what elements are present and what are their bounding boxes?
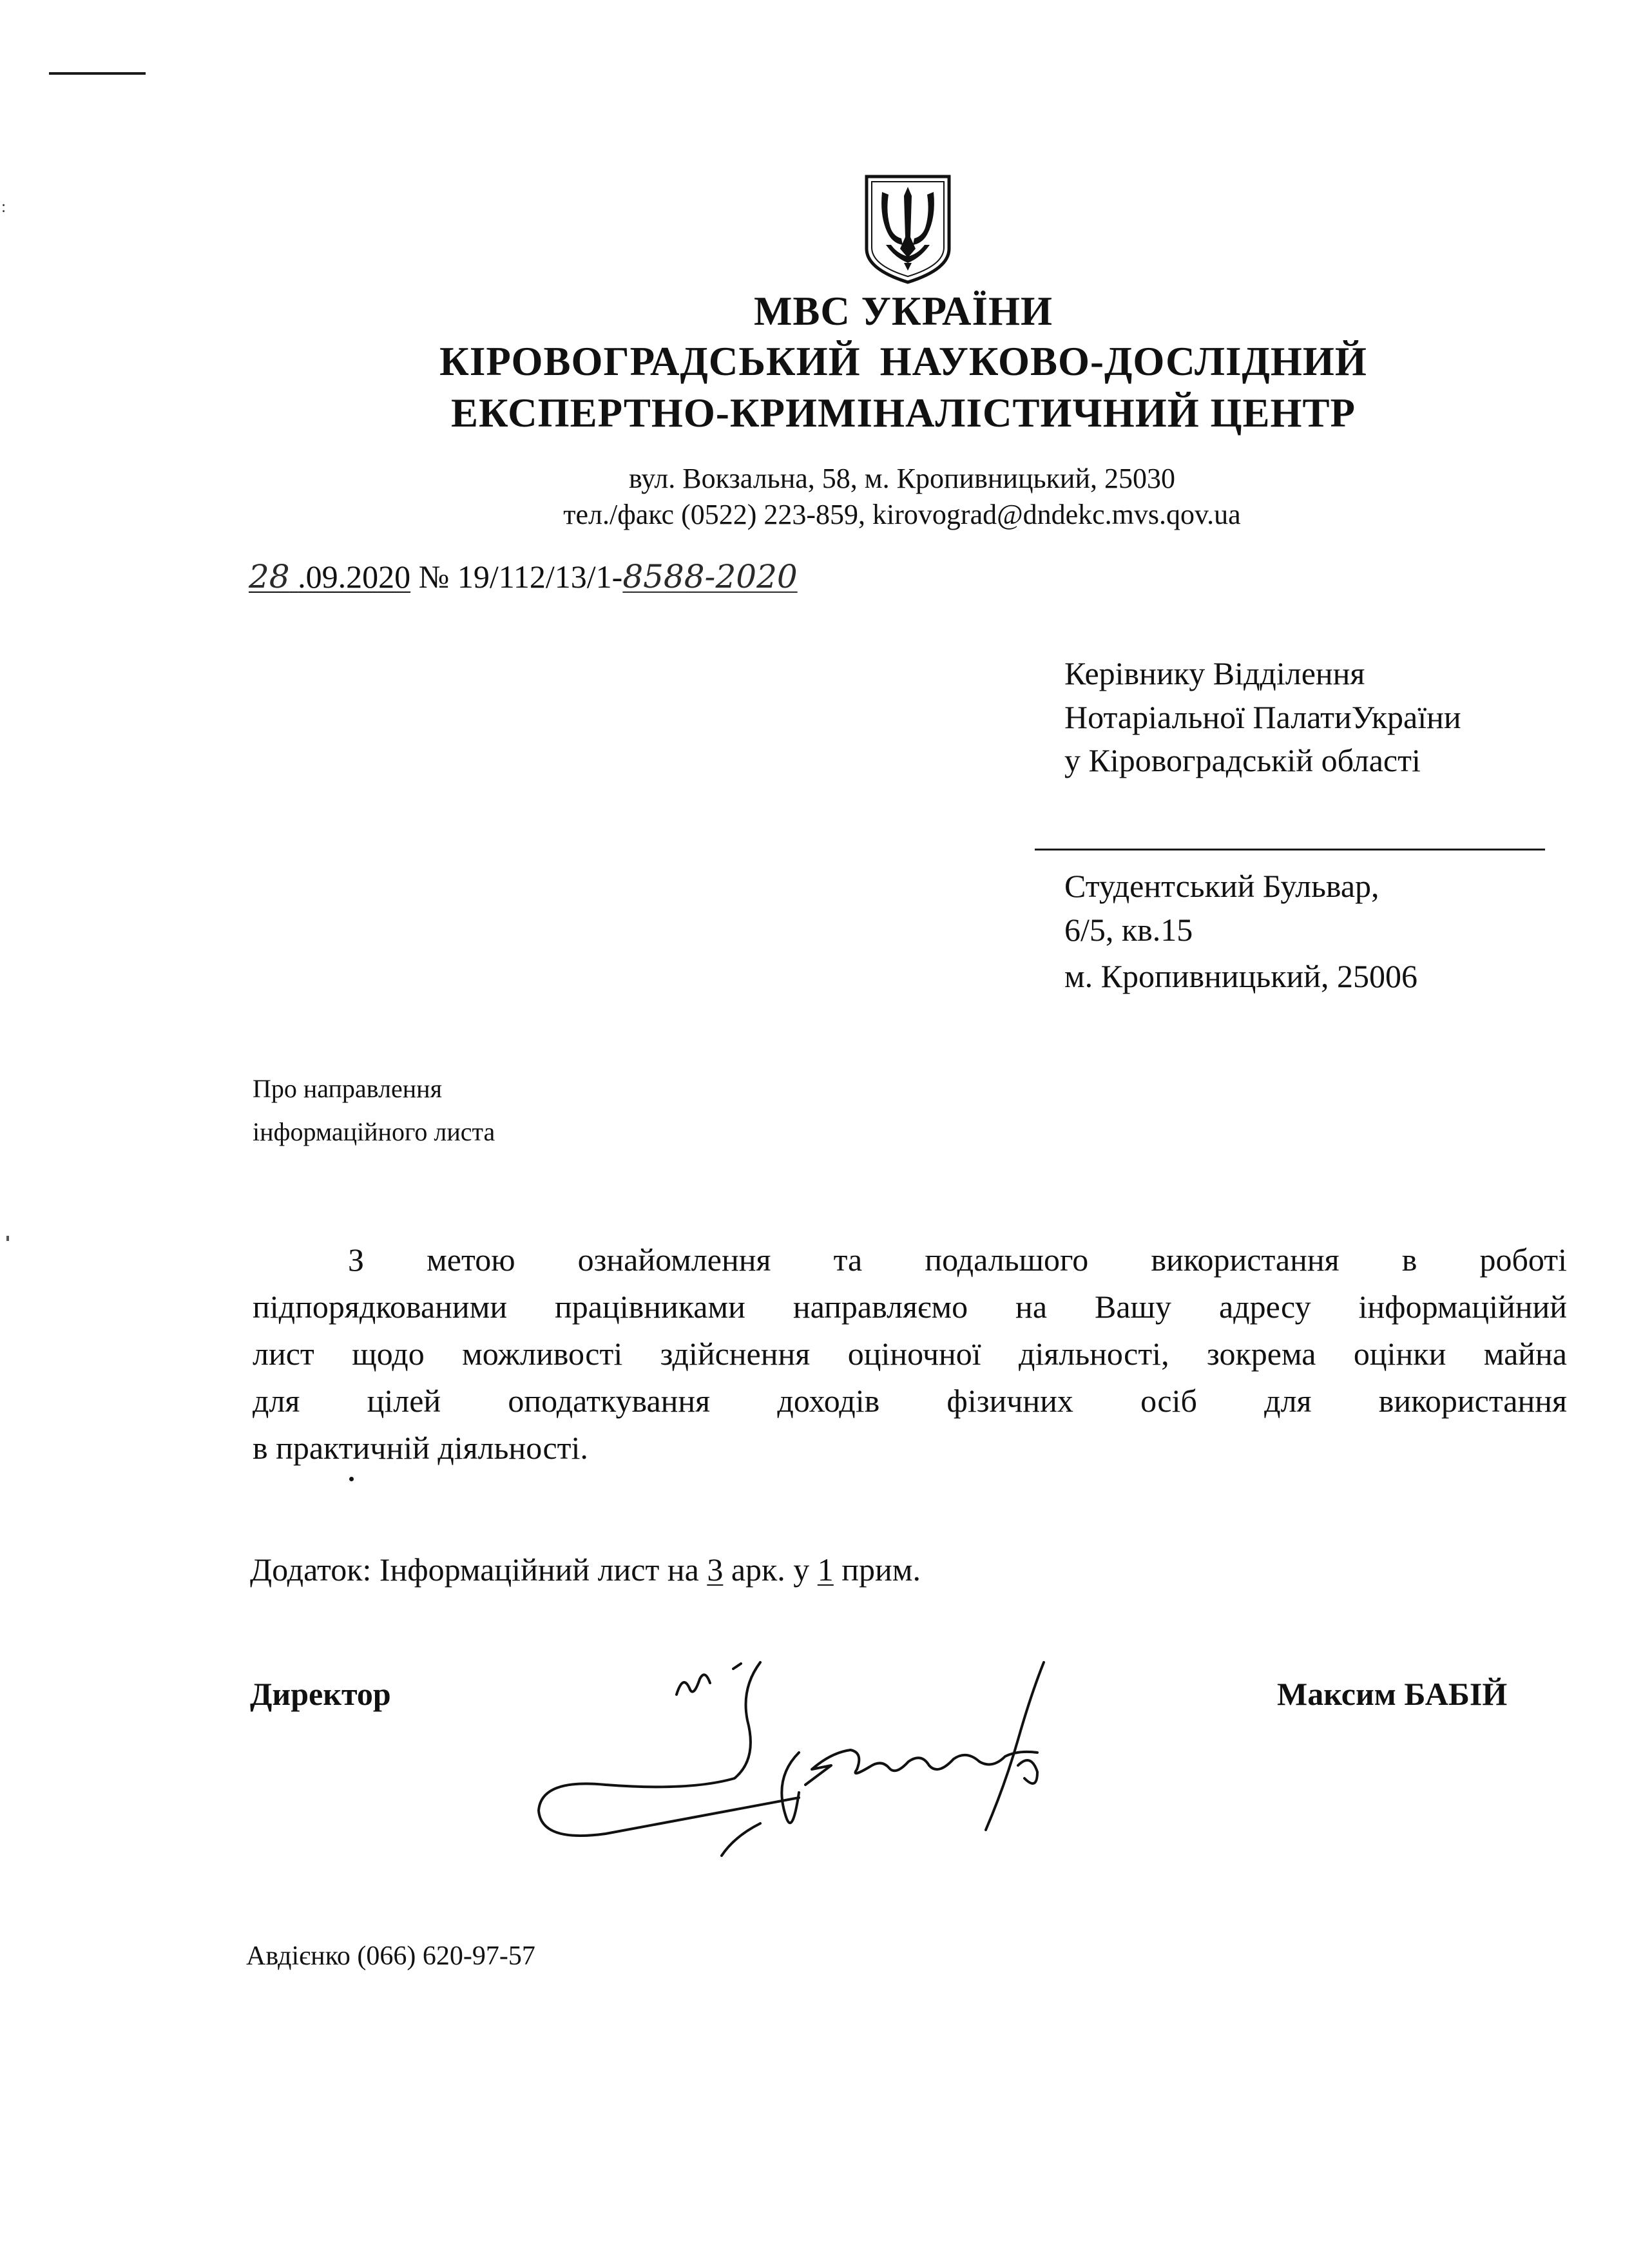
trident-coat-of-arms-icon <box>863 173 953 285</box>
edge-scan-mark: : <box>1 197 6 216</box>
org-name-line-2: ЕКСПЕРТНО-КРИМІНАЛІСТИЧНИЙ ЦЕНТР <box>450 390 1356 436</box>
recipient-line-3: у Кіровоградській області <box>1064 742 1421 778</box>
attachment-copies: 1 <box>817 1552 834 1588</box>
recipient-address-1: Студентський Бульвар, <box>1064 868 1379 904</box>
subject-line-2: інформаційного листа <box>253 1117 495 1146</box>
registration-number-prefix: № 19/112/13/1- <box>410 559 623 595</box>
recipient-line-1: Керівнику Відділення <box>1064 655 1365 691</box>
body-line-1: З метою ознайомлення та подальшого використання в роботі <box>348 1242 1567 1278</box>
signer-name: Максим БАБІЙ <box>1277 1676 1508 1712</box>
subject-line-1: Про направлення <box>253 1074 442 1103</box>
body-line-3: лист щодо можливості здійснення оціночної діяльності, зокрема оцінки майна <box>253 1336 1567 1372</box>
ministry-title: МВС УКРАЇНИ <box>753 289 1053 334</box>
registration-line <box>249 558 798 595</box>
recipient-address-3: м. Кропивницький, 25006 <box>1064 958 1417 994</box>
recipient-divider <box>1035 849 1545 850</box>
registration-date <box>249 559 410 595</box>
registration-day-handwritten: 28 <box>249 558 290 595</box>
body-line-4: для цілей оподаткування доходів фізичних осіб для використання <box>253 1383 1567 1419</box>
attachment-suffix: прим. <box>833 1552 921 1588</box>
margin-pen-mark <box>49 72 146 75</box>
body-line-2: підпорядкованими працівниками направляємо на Вашу адресу інформаційний <box>253 1289 1567 1325</box>
attachment-prefix: Додаток: Інформаційний лист на <box>250 1552 707 1588</box>
org-contacts: тел./факс (0522) 223-859, kirovograd@dndekc.mvs.qov.ua <box>563 499 1241 530</box>
org-name-part-a: КІРОВОГРАДСЬКИЙ <box>439 339 861 384</box>
attachment-middle: арк. у <box>723 1552 818 1588</box>
org-name-part-b: НАУКОВО-ДОСЛІДНИЙ <box>879 339 1367 384</box>
signer-position: Директор <box>250 1676 391 1712</box>
attachment-line <box>250 1553 921 1586</box>
registration-number-handwritten: 8588-2020 <box>622 558 798 595</box>
org-name-line-1 <box>77 341 1652 382</box>
registration-date-rest: .09.2020 <box>298 559 411 595</box>
stray-dot <box>349 1477 354 1481</box>
recipient-address-2: 6/5, кв.15 <box>1064 912 1193 948</box>
org-address: вул. Вокзальна, 58, м. Кропивницький, 25030 <box>628 463 1176 494</box>
body-line-5: в практичній діяльності. <box>253 1430 588 1466</box>
handwritten-signature <box>528 1624 1250 1881</box>
edge-scan-dot <box>6 1236 9 1241</box>
executor-contact: Авдієнко (066) 620-97-57 <box>246 1941 535 1971</box>
recipient-line-2: Нотаріальної ПалатиУкраїни <box>1064 699 1461 735</box>
attachment-sheets: 3 <box>707 1552 724 1588</box>
